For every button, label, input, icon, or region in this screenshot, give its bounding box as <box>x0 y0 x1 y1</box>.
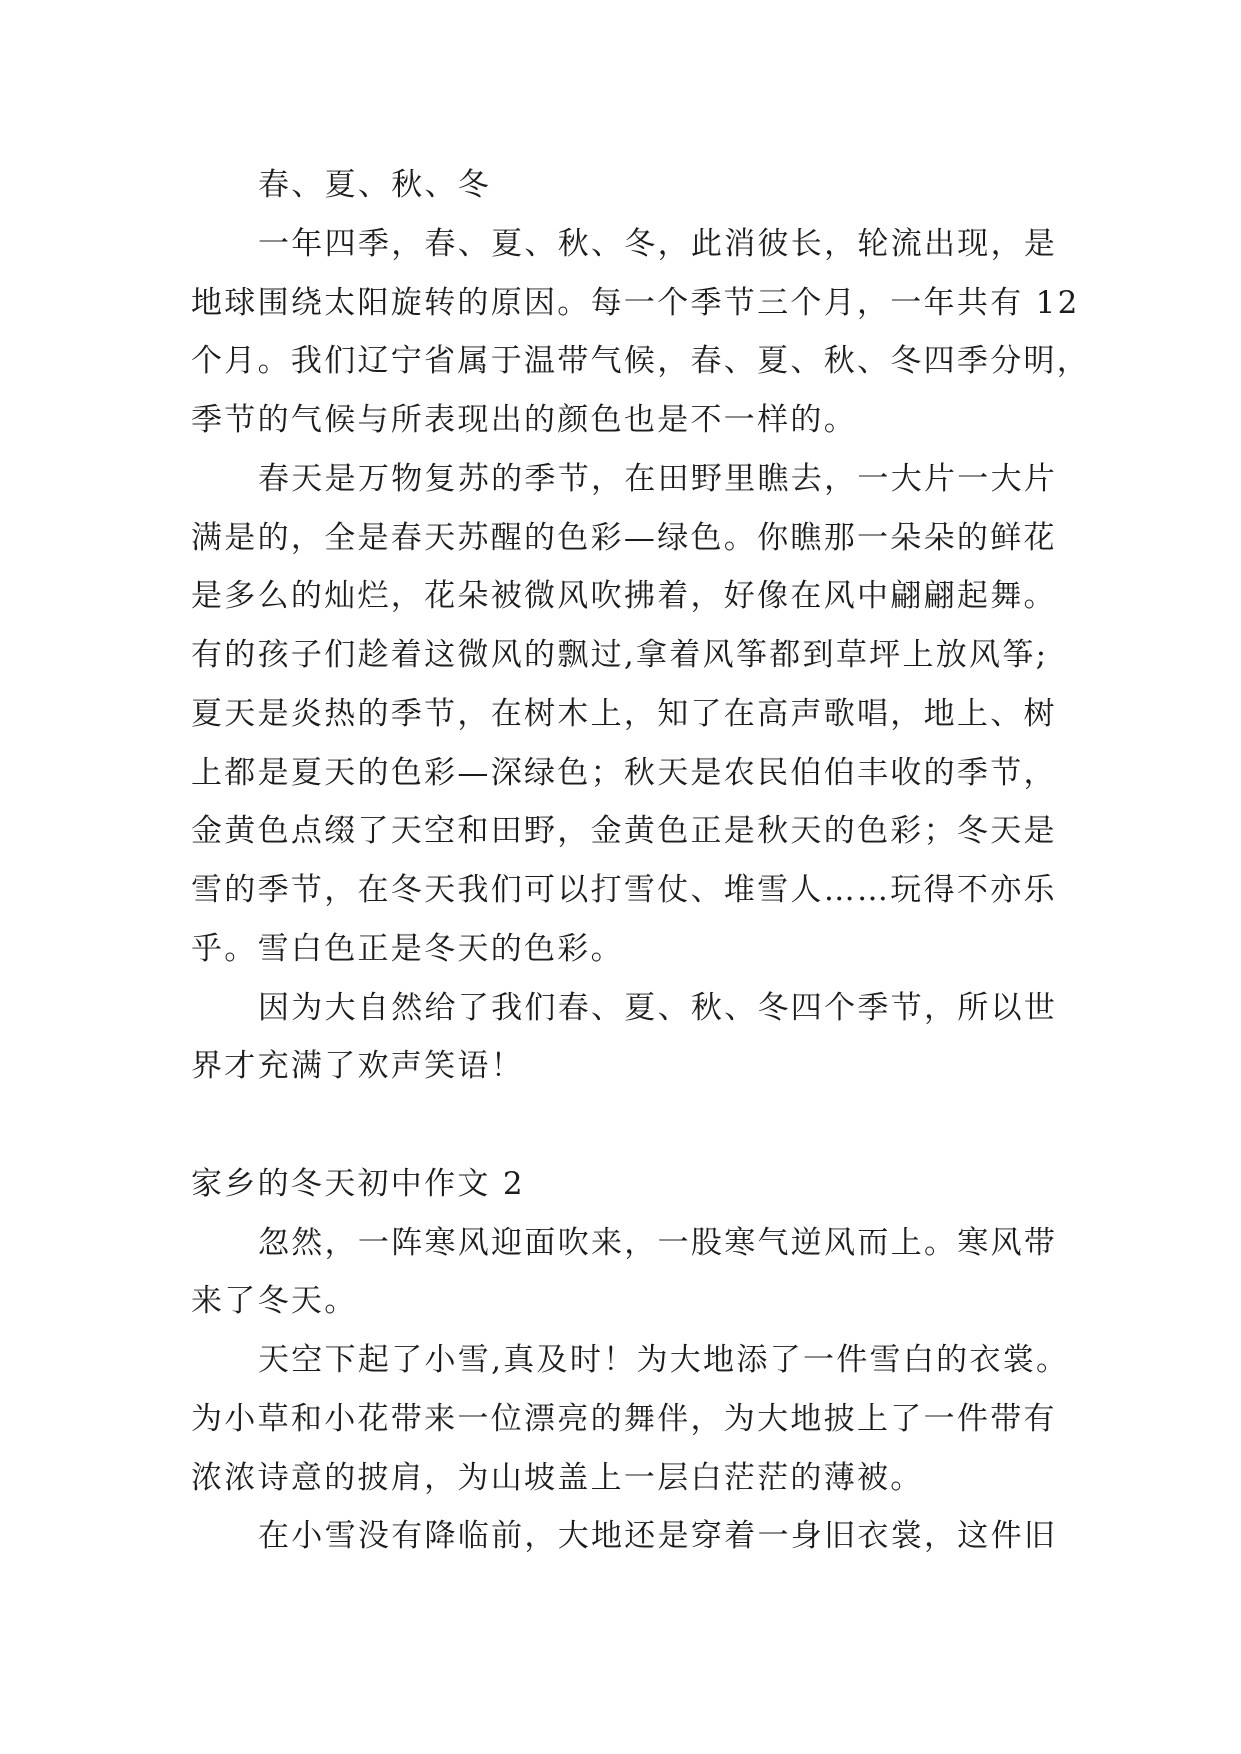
text-line: 有的孩子们趁着这微风的飘过,拿着风筝都到草坪上放风筝; <box>191 637 1049 673</box>
paragraph <box>191 1331 1071 1507</box>
text-line: 春天是万物复苏的季节，在田野里瞧去，一大片一大片 <box>258 460 1058 497</box>
text-line: 春、夏、秋、冬 <box>258 167 492 203</box>
paragraph <box>191 1214 1071 1332</box>
essay-1 <box>191 156 1091 1096</box>
paragraph-heading <box>191 156 1071 215</box>
text-line: 金黄色点缀了天空和田野，金黄色正是秋天的色彩；冬天是 <box>191 813 1057 850</box>
paragraph <box>191 215 1091 450</box>
text-line: 上都是夏天的色彩—深绿色；秋天是农民伯伯丰收的季节， <box>191 754 1057 791</box>
paragraph <box>191 1507 1071 1566</box>
text-line: 一年四季，春、夏、秋、冬，此消彼长，轮流出现，是 <box>258 225 1058 262</box>
text-line: 为小草和小花带来一位漂亮的舞伴，为大地披上了一件带有 <box>191 1400 1057 1437</box>
text-line: 浓浓诗意的披肩，为山坡盖上一层白茫茫的薄被。 <box>191 1459 924 1496</box>
document-body <box>191 156 1091 1566</box>
blank-line <box>191 1096 1071 1155</box>
text-line: 在小雪没有降临前，大地还是穿着一身旧衣裳，这件旧 <box>258 1518 1058 1555</box>
paragraph <box>191 450 1071 979</box>
text-line: 因为大自然给了我们春、夏、秋、冬四个季节，所以世 <box>258 989 1058 1026</box>
essay-2 <box>191 1155 1071 1566</box>
text-line: 忽然，一阵寒风迎面吹来，一股寒气逆风而上。寒风带 <box>258 1224 1058 1261</box>
text-line: 界才充满了欢声笑语！ <box>191 1048 524 1085</box>
text-line: 是多么的灿烂，花朵被微风吹拂着，好像在风中翩翩起舞。 <box>191 578 1057 615</box>
text-line: 季节的气候与所表现出的颜色也是不一样的。 <box>191 402 857 438</box>
essay-title: 家乡的冬天初中作文 2 <box>191 1165 525 1202</box>
text-line: 天空下起了小雪,真及时！为大地添了一件雪白的衣裳。 <box>258 1342 1070 1378</box>
text-line: 地球围绕太阳旋转的原因。每一个季节三个月，一年共有 12 <box>191 284 1080 321</box>
text-line: 满是的，全是春天苏醒的色彩—绿色。你瞧那一朵朵的鲜花 <box>191 519 1057 556</box>
text-line: 雪的季节，在冬天我们可以打雪仗、堆雪人……玩得不亦乐 <box>191 872 1057 908</box>
paragraph <box>191 979 1071 1097</box>
text-line: 个月。我们辽宁省属于温带气候，春、夏、秋、冬四季分明， <box>191 343 1091 380</box>
text-line: 乎。雪白色正是冬天的色彩。 <box>191 930 624 967</box>
text-line: 夏天是炎热的季节，在树木上，知了在高声歌唱，地上、树 <box>191 695 1057 732</box>
text-line: 来了冬天。 <box>191 1283 358 1320</box>
